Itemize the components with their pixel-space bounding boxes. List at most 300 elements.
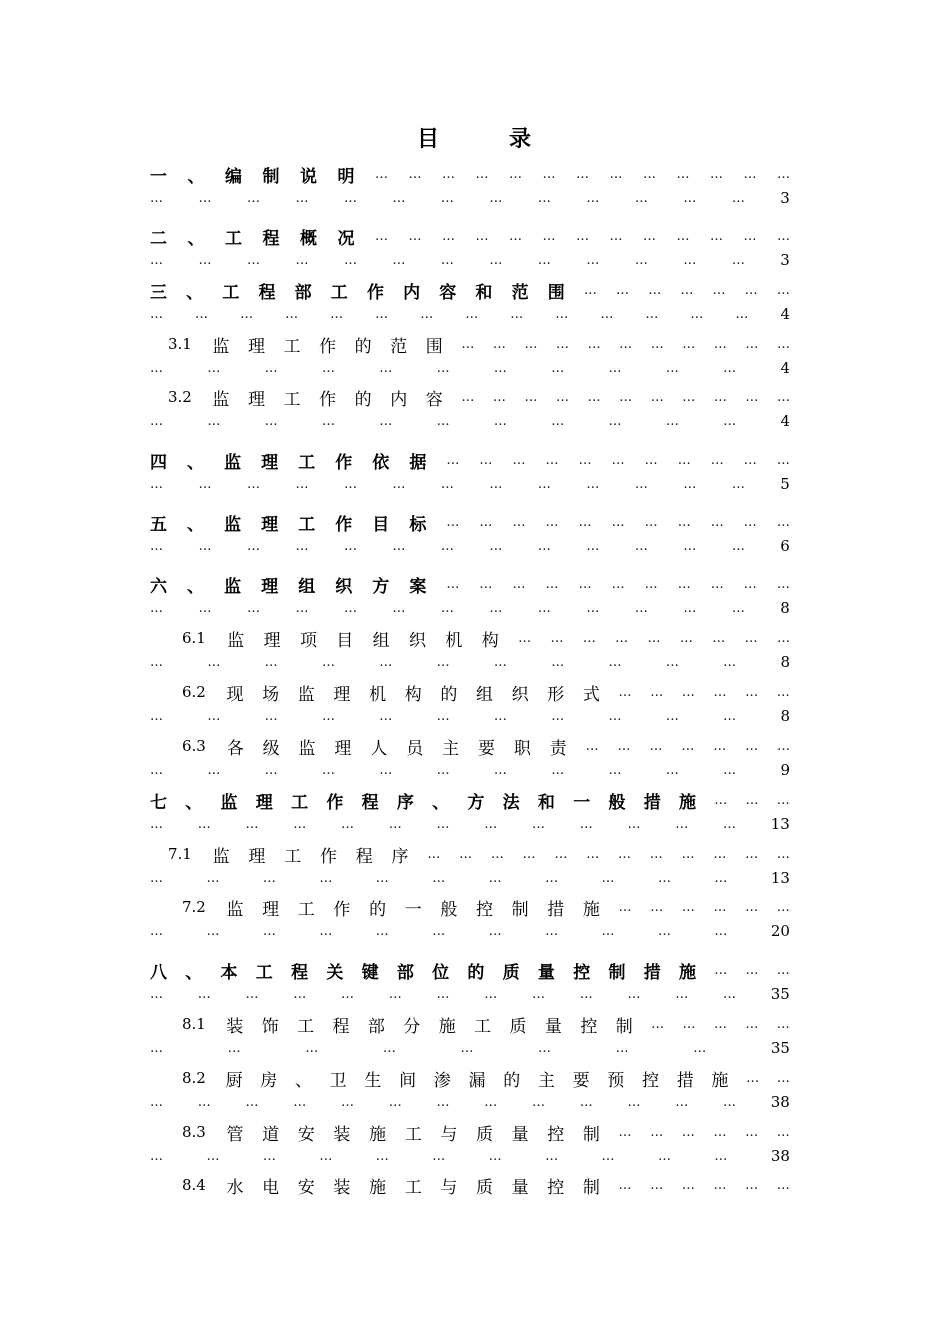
leader-dots: … (207, 654, 221, 670)
toc-entry-char: 制 (582, 1124, 600, 1144)
toc-entry-char: 理 (248, 846, 266, 866)
leader-dots: … (643, 228, 656, 244)
leader-dots: … (601, 923, 615, 939)
leader-dots: … (442, 228, 455, 244)
leader-dots: … (745, 1177, 759, 1193)
leader-dots: … (375, 306, 389, 322)
toc-entry-char: 程 (361, 792, 379, 812)
leader-dots: … (618, 846, 632, 862)
leader-dots: … (713, 336, 727, 352)
toc-entry[interactable] (150, 680, 790, 728)
toc-entry-char: 、 (187, 228, 205, 248)
toc-entry[interactable] (150, 385, 790, 433)
leader-dots: … (246, 190, 260, 206)
leader-dots: … (319, 1148, 333, 1164)
toc-entry-page-number: 38 (770, 1093, 790, 1111)
leader-dots: … (459, 846, 473, 862)
toc-entry-char: 机 (445, 630, 463, 650)
toc-entry[interactable] (150, 278, 790, 326)
toc-entry-char: 式 (582, 684, 600, 704)
leader-dots: … (150, 190, 163, 206)
leader-dots: … (712, 630, 726, 646)
leader-dots: … (677, 452, 691, 468)
toc-entry-char: 理 (262, 899, 280, 919)
leader-dots: … (207, 708, 221, 724)
leader-dots: … (493, 654, 507, 670)
leader-dots: … (150, 1094, 163, 1110)
leader-dots: … (542, 228, 556, 244)
leader-dots: … (714, 1148, 728, 1164)
leader-dots: … (295, 600, 309, 616)
leader-dots: … (746, 1070, 760, 1086)
leader-dots: … (731, 538, 745, 554)
leader-dots: … (436, 1094, 450, 1110)
toc-entry-char: 、 (185, 792, 203, 812)
toc-entry[interactable] (150, 842, 790, 890)
leader-dots: … (665, 654, 679, 670)
toc-entry-char: 制 (608, 962, 626, 982)
leader-dots: … (776, 630, 790, 646)
leader-dots: … (576, 228, 589, 244)
toc-entry-page-number: 35 (770, 1039, 790, 1057)
leader-dots: … (341, 1094, 354, 1110)
toc-entry-heading-line (150, 895, 790, 919)
toc-entry-page-number: 4 (780, 359, 790, 377)
toc-entry-char: 二 (150, 228, 167, 248)
toc-entry-leader-line (150, 356, 790, 380)
toc-entry-char: 理 (247, 389, 265, 409)
leader-dots: … (723, 1094, 736, 1110)
toc-entry[interactable] (150, 162, 790, 210)
leader-dots: … (618, 899, 632, 915)
leader-dots: … (578, 452, 592, 468)
leader-dots: … (649, 846, 663, 862)
leader-dots: … (489, 476, 503, 492)
leader-dots: … (713, 846, 727, 862)
leader-dots: … (556, 336, 570, 352)
leader-dots: … (150, 1040, 163, 1056)
leader-dots: … (524, 389, 538, 405)
leader-dots: … (745, 846, 759, 862)
toc-entry-char: 制 (615, 1016, 633, 1036)
toc-entry-char: 房 (260, 1070, 278, 1090)
leader-dots: … (713, 1177, 727, 1193)
leader-dots: … (246, 476, 260, 492)
leader-dots: … (150, 923, 163, 939)
toc-entry-char: 理 (261, 452, 279, 472)
toc-entry-number: 8.2 (182, 1069, 206, 1087)
toc-entry-char: 渗 (433, 1070, 451, 1090)
toc-entry-char: 要 (572, 1070, 590, 1090)
leader-dots: … (246, 538, 260, 554)
toc-entry-number: 6.3 (182, 737, 206, 755)
leader-dots: … (551, 413, 565, 429)
leader-dots: … (493, 708, 507, 724)
toc-entry-char: 装 (226, 1016, 244, 1036)
toc-entry-char: 监 (212, 846, 230, 866)
leader-dots: … (492, 389, 506, 405)
toc-entry-page-number: 5 (780, 475, 790, 493)
toc-entry-char: 说 (300, 166, 317, 186)
toc-entry-page-number: 13 (770, 869, 790, 887)
leader-dots: … (240, 306, 254, 322)
toc-entry-char: 作 (366, 282, 384, 302)
leader-dots: … (587, 389, 601, 405)
toc-entry-page-number: 4 (780, 305, 790, 323)
leader-dots: … (420, 306, 434, 322)
leader-dots: … (555, 306, 569, 322)
leader-dots: … (321, 360, 335, 376)
leader-dots: … (484, 1094, 498, 1110)
toc-entry-page-number: 8 (780, 707, 790, 725)
toc-entry-char: 工 (298, 514, 316, 534)
leader-dots: … (680, 282, 694, 298)
leader-dots: … (693, 1040, 707, 1056)
toc-entry-char: 分 (403, 1016, 421, 1036)
leader-dots: … (650, 389, 664, 405)
leader-dots: … (608, 708, 622, 724)
leader-dots: … (432, 923, 446, 939)
toc-entry[interactable] (150, 734, 790, 782)
toc-entry-char: 监 (212, 389, 230, 409)
leader-dots: … (579, 816, 593, 832)
toc-entry-page-number: 9 (780, 761, 790, 779)
toc-entry-char: 方 (467, 792, 485, 812)
toc-entry-char: 作 (319, 336, 337, 356)
toc-entry-heading-line (150, 448, 790, 472)
leader-dots: … (490, 846, 504, 862)
toc-entry-char: 本 (220, 962, 238, 982)
toc-entry-char: 理 (334, 738, 352, 758)
toc-entry-char: 控 (580, 1016, 598, 1036)
leader-dots: … (608, 762, 622, 778)
toc-entry-char: 施 (582, 899, 600, 919)
toc-entry-char: 控 (475, 899, 493, 919)
leader-dots: … (150, 986, 163, 1002)
leader-dots: … (537, 476, 551, 492)
toc-entry-char: 况 (337, 228, 355, 248)
toc-entry[interactable] (150, 1066, 790, 1114)
toc-entry-char: 范 (390, 336, 408, 356)
leader-dots: … (330, 306, 344, 322)
toc-entry-char: 、 (294, 1070, 312, 1090)
toc-entry-char: 监 (224, 452, 242, 472)
leader-dots: … (609, 228, 623, 244)
leader-dots: … (489, 252, 503, 268)
leader-dots: … (545, 923, 559, 939)
toc-entry-char: 机 (369, 684, 387, 704)
leader-dots: … (545, 870, 559, 886)
toc-entry-char: 程 (262, 228, 280, 248)
toc-entry-number: 8.1 (182, 1015, 206, 1033)
toc-entry-char: 作 (319, 846, 337, 866)
leader-dots: … (264, 762, 278, 778)
toc-entry-char: 部 (396, 962, 414, 982)
leader-dots: … (382, 1040, 396, 1056)
leader-dots: … (745, 962, 759, 978)
toc-entry-char: 一 (150, 166, 167, 186)
leader-dots: … (627, 986, 641, 1002)
toc-entry-char: 量 (511, 1177, 529, 1197)
leader-dots: … (744, 630, 758, 646)
leader-dots: … (207, 762, 221, 778)
leader-dots: … (650, 336, 664, 352)
leader-dots: … (777, 738, 790, 754)
leader-dots: … (545, 576, 559, 592)
leader-dots: … (710, 166, 723, 182)
leader-dots: … (578, 514, 592, 530)
toc-entry-char: 间 (399, 1070, 417, 1090)
leader-dots: … (608, 654, 622, 670)
toc-entry-char: 作 (319, 389, 337, 409)
leader-dots: … (436, 360, 450, 376)
leader-dots: … (644, 576, 658, 592)
leader-dots: … (683, 538, 697, 554)
toc-entry[interactable] (150, 1173, 790, 1197)
leader-dots: … (745, 738, 759, 754)
leader-dots: … (650, 899, 664, 915)
toc-entry[interactable] (150, 510, 790, 558)
leader-dots: … (743, 576, 757, 592)
toc-entry-char: 工 (225, 228, 242, 248)
leader-dots: … (341, 816, 354, 832)
leader-dots: … (714, 962, 728, 978)
leader-dots: … (532, 986, 545, 1002)
leader-dots: … (321, 762, 335, 778)
toc-entry-leader-line (150, 472, 790, 496)
toc-entry-char: 措 (547, 899, 565, 919)
leader-dots: … (745, 899, 759, 915)
leader-dots: … (488, 923, 502, 939)
toc-entry[interactable] (150, 788, 790, 836)
leader-dots: … (745, 1124, 759, 1140)
leader-dots: … (341, 986, 354, 1002)
leader-dots: … (634, 190, 648, 206)
leader-dots: … (522, 846, 536, 862)
leader-dots: … (665, 762, 679, 778)
leader-dots: … (723, 654, 737, 670)
toc-entry[interactable] (150, 224, 790, 272)
leader-dots: … (710, 228, 723, 244)
leader-dots: … (460, 1040, 474, 1056)
toc-entry-char: 组 (372, 630, 390, 650)
leader-dots: … (150, 476, 163, 492)
leader-dots: … (227, 1040, 241, 1056)
toc-entry-char: 的 (503, 1070, 521, 1090)
leader-dots: … (379, 708, 393, 724)
leader-dots: … (556, 389, 570, 405)
leader-dots: … (731, 190, 745, 206)
leader-dots: … (197, 986, 211, 1002)
leader-dots: … (321, 654, 335, 670)
leader-dots: … (461, 336, 475, 352)
leader-dots: … (207, 360, 221, 376)
toc-entry-char: 、 (186, 282, 204, 302)
toc-entry-char: 工 (255, 962, 273, 982)
leader-dots: … (510, 306, 524, 322)
toc-entry-leader-line (150, 812, 790, 836)
toc-entry-char: 键 (361, 962, 379, 982)
toc-entry-char: 和 (537, 792, 555, 812)
leader-dots: … (731, 252, 745, 268)
toc-entry-heading-line (150, 278, 790, 302)
leader-dots: … (627, 816, 641, 832)
toc-entry-char: 预 (607, 1070, 625, 1090)
leader-dots: … (293, 816, 307, 832)
toc-entry[interactable] (150, 626, 790, 674)
leader-dots: … (649, 738, 663, 754)
leader-dots: … (512, 576, 526, 592)
leader-dots: … (206, 1148, 220, 1164)
toc-entry-char: 围 (547, 282, 565, 302)
toc-entry-char: 明 (337, 166, 355, 186)
leader-dots: … (321, 708, 335, 724)
leader-dots: … (319, 923, 333, 939)
toc-entry[interactable] (150, 448, 790, 496)
toc-entry-char: 五 (150, 514, 167, 534)
leader-dots: … (388, 986, 402, 1002)
leader-dots: … (343, 190, 357, 206)
toc-entry-char: 程 (332, 1016, 350, 1036)
leader-dots: … (665, 708, 679, 724)
toc-entry-leader-line (150, 186, 790, 210)
toc-entry-char: 标 (409, 514, 427, 534)
toc-entry-number: 3.1 (168, 335, 192, 353)
leader-dots: … (554, 846, 568, 862)
leader-dots: … (293, 1094, 307, 1110)
leader-dots: … (388, 816, 402, 832)
leader-dots: … (246, 600, 260, 616)
leader-dots: … (408, 228, 422, 244)
leader-dots: … (713, 899, 727, 915)
leader-dots: … (150, 252, 163, 268)
toc-entry-char: 质 (475, 1124, 493, 1144)
leader-dots: … (714, 923, 728, 939)
toc-entry-number: 7.1 (168, 845, 192, 863)
leader-dots: … (776, 1070, 790, 1086)
toc-entry-char: 三 (150, 282, 167, 302)
toc-entry-char: 四 (150, 452, 167, 472)
toc-entry-char: 施 (369, 1124, 387, 1144)
toc-entry-heading-line (150, 572, 790, 596)
toc-entry-char: 理 (333, 684, 351, 704)
leader-dots: … (618, 1177, 632, 1193)
toc-entry-char: 构 (481, 630, 499, 650)
toc-entry-char: 道 (262, 1124, 280, 1144)
leader-dots: … (408, 166, 422, 182)
leader-dots: … (776, 684, 790, 700)
leader-dots: … (650, 1177, 664, 1193)
toc-entry-char: 控 (573, 962, 591, 982)
leader-dots: … (579, 1094, 593, 1110)
toc-entry-char: 监 (298, 738, 316, 758)
leader-dots: … (551, 654, 565, 670)
leader-dots: … (198, 252, 212, 268)
toc-entry-char: 制 (582, 1177, 600, 1197)
leader-dots: … (551, 360, 565, 376)
toc-entry-page-number: 13 (770, 815, 790, 833)
leader-dots: … (264, 413, 278, 429)
toc-entry-char: 主 (442, 738, 460, 758)
leader-dots: … (683, 600, 697, 616)
leader-dots: … (305, 1040, 319, 1056)
toc-entry[interactable] (150, 958, 790, 1006)
toc-entry-char: 理 (247, 336, 265, 356)
toc-entry-char: 目 (372, 514, 390, 534)
leader-dots: … (676, 228, 690, 244)
toc-entry-char: 施 (678, 962, 696, 982)
toc-entry-char: 、 (185, 962, 203, 982)
toc-entry[interactable] (150, 895, 790, 943)
leader-dots: … (197, 1094, 211, 1110)
toc-entry-char: 工 (474, 1016, 492, 1036)
toc-entry[interactable] (150, 1120, 790, 1168)
leader-dots: … (776, 1016, 790, 1032)
toc-entry-heading-line (150, 385, 790, 409)
leader-dots: … (512, 452, 526, 468)
leader-dots: … (545, 452, 559, 468)
leader-dots: … (551, 762, 565, 778)
leader-dots: … (683, 252, 697, 268)
leader-dots: … (436, 708, 450, 724)
toc-entry-char: 一 (404, 899, 422, 919)
toc-entry-heading-line (150, 1120, 790, 1144)
leader-dots: … (551, 708, 565, 724)
leader-dots: … (489, 600, 503, 616)
leader-dots: … (436, 816, 450, 832)
leader-dots: … (609, 166, 623, 182)
leader-dots: … (650, 684, 664, 700)
toc-entry-char: 控 (547, 1124, 565, 1144)
leader-dots: … (713, 1124, 727, 1140)
leader-dots: … (585, 738, 599, 754)
toc-entry-char: 内 (403, 282, 421, 302)
toc-entry[interactable] (150, 572, 790, 620)
leader-dots: … (537, 252, 551, 268)
toc-entry[interactable] (150, 1012, 790, 1060)
leader-dots: … (586, 600, 600, 616)
leader-dots: … (723, 816, 736, 832)
leader-dots: … (150, 708, 163, 724)
leader-dots: … (427, 846, 441, 862)
leader-dots: … (616, 282, 630, 298)
toc-entry-char: 目 (336, 630, 354, 650)
leader-dots: … (150, 870, 163, 886)
leader-dots: … (436, 986, 450, 1002)
toc-entry-char: 主 (537, 1070, 555, 1090)
toc-entry-char: 工 (283, 336, 301, 356)
leader-dots: … (479, 452, 493, 468)
leader-dots: … (264, 708, 278, 724)
leader-dots: … (432, 870, 446, 886)
toc-entry-char: 监 (212, 336, 230, 356)
toc-entry-char: 般 (440, 899, 458, 919)
leader-dots: … (657, 1148, 671, 1164)
leader-dots: … (343, 476, 357, 492)
leader-dots: … (150, 654, 163, 670)
toc-entry-number: 7.2 (182, 898, 206, 916)
leader-dots: … (475, 166, 489, 182)
toc-entry-char: 理 (263, 630, 281, 650)
toc-entry[interactable] (150, 332, 790, 380)
leader-dots: … (446, 576, 460, 592)
leader-dots: … (683, 476, 697, 492)
toc-entry-char: 工 (404, 1177, 422, 1197)
toc-entry-page-number: 6 (780, 537, 790, 555)
leader-dots: … (743, 228, 757, 244)
toc-entry-leader-line (150, 302, 790, 326)
toc-entry-char: 程 (291, 962, 309, 982)
